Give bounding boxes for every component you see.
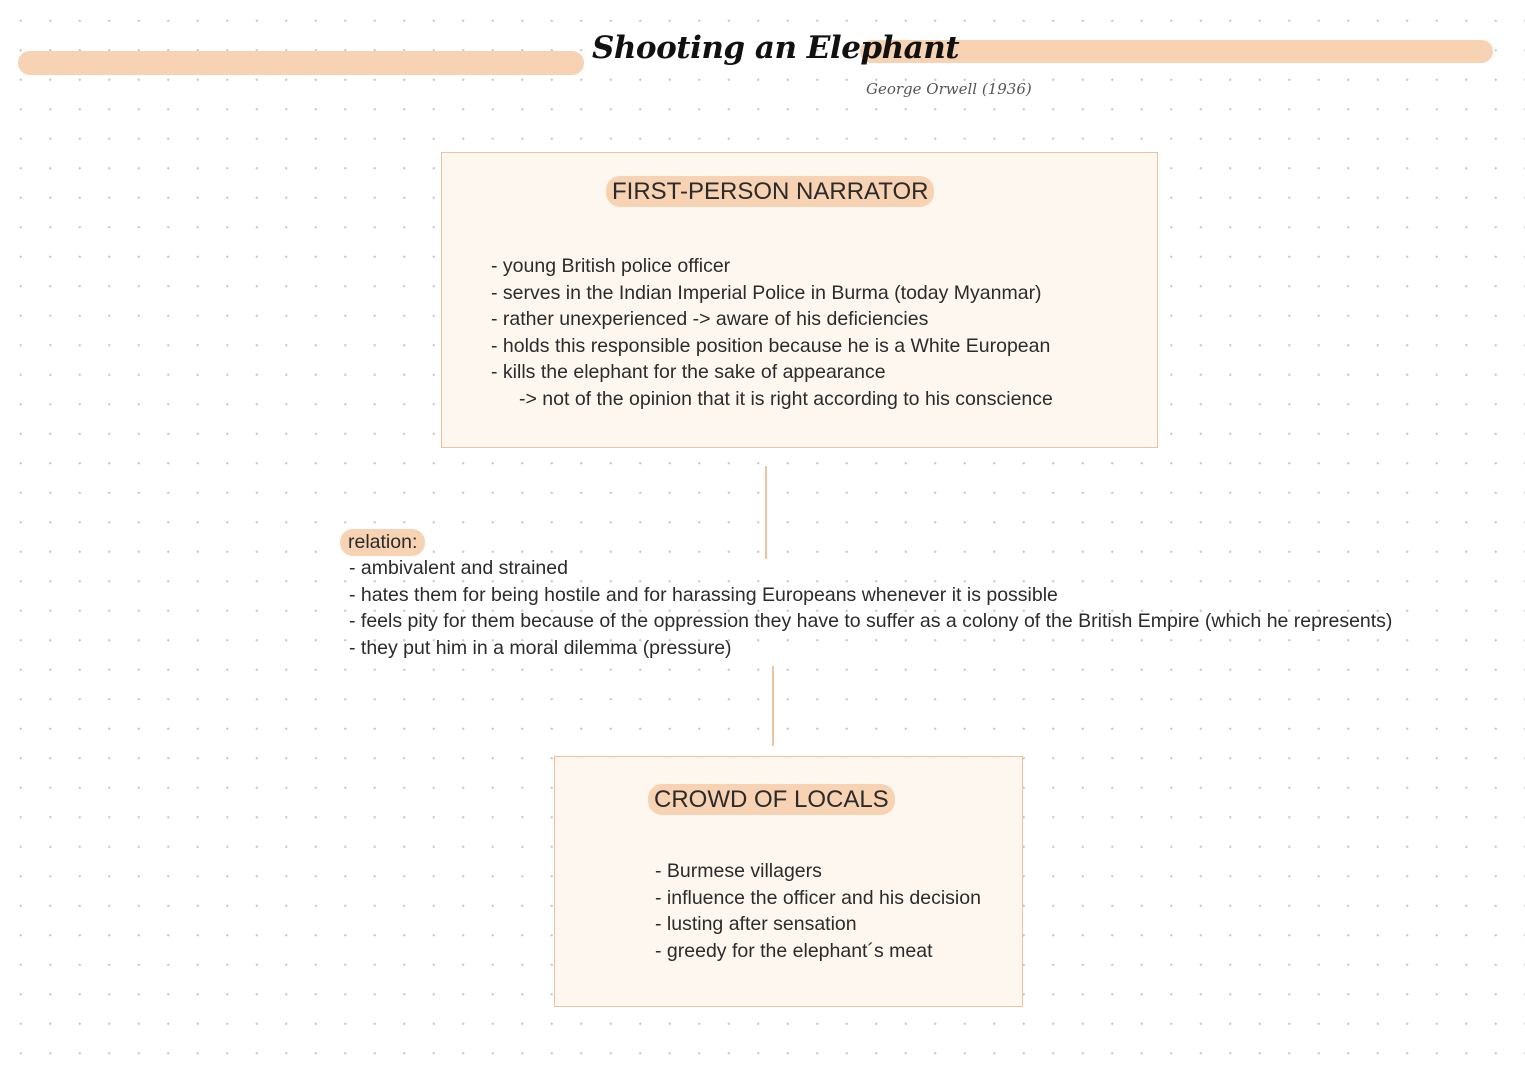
list-item: - kills the elephant for the sake of appearance [491,361,886,383]
list-item: - young British police officer [491,255,731,277]
page-title: Shooting an Elephant [592,30,960,66]
list-item: - ambivalent and strained [349,557,568,579]
list-item: - Burmese villagers [655,860,822,882]
connector-line-top [765,466,767,559]
list-item: - they put him in a moral dilemma (pressure) [349,636,732,659]
list-item: - influence the officer and his decision [655,886,981,909]
connector-line-bottom [772,666,774,746]
relation-list [349,555,1392,661]
list-item-subpoint: -> not of the opinion that it is right according to his conscience [519,387,1053,410]
locals-heading: CROWD OF LOCALS [648,784,895,815]
narrator-list [491,253,1053,412]
list-item: - rather unexperienced -> aware of his deficiencies [491,308,929,330]
narrator-heading: FIRST-PERSON NARRATOR [606,176,934,207]
locals-list [655,858,981,964]
list-item: - feels pity for them because of the oppression they have to suffer as a colony of the British Empire (which he represents) [349,610,1393,632]
list-item: - serves in the Indian Imperial Police in Burma (today Myanmar) [491,281,1042,304]
title-highlight-bar-left [18,51,584,75]
list-item: - greedy for the elephant´s meat [655,939,933,962]
list-item: - hates them for being hostile and for harassing Europeans whenever it is possible [349,583,1058,606]
list-item: - lusting after sensation [655,913,857,935]
relation-label: relation: [340,529,425,556]
author-credit: George Orwell (1936) [866,80,1032,98]
list-item: - holds this responsible position because he is a White European [491,334,1051,357]
